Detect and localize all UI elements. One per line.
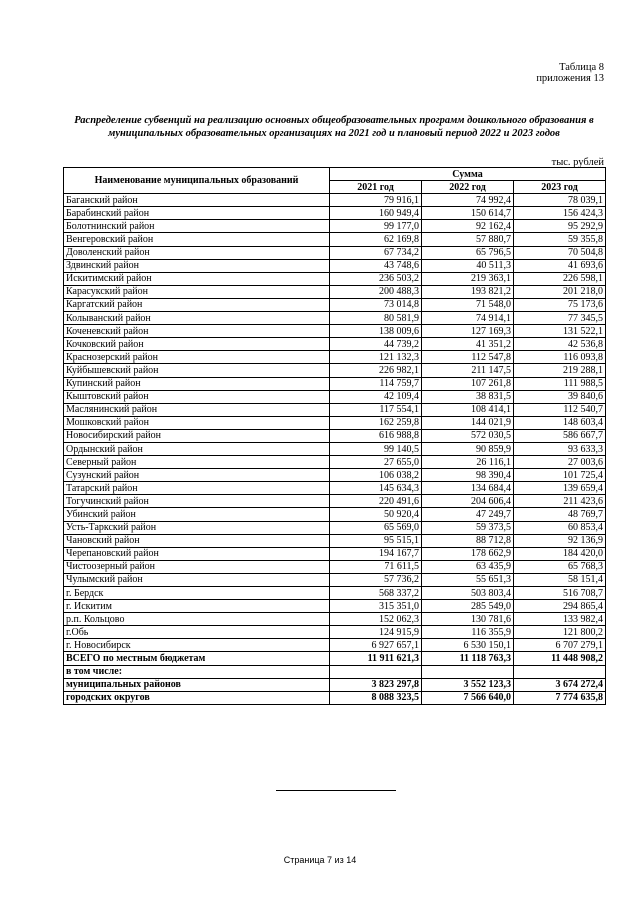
table-row <box>64 573 606 586</box>
value-2023: 93 633,3 <box>514 442 606 455</box>
municipality-name: Сузунский район <box>64 469 330 482</box>
appendix-label: приложения 13 <box>536 73 604 84</box>
total-2022: 11 118 763,3 <box>422 652 514 665</box>
value-2023: 156 424,3 <box>514 207 606 220</box>
value-2021: 73 014,8 <box>330 298 422 311</box>
value-2021: 226 982,1 <box>330 364 422 377</box>
municipality-name: Краснозерский район <box>64 351 330 364</box>
value-2021: 124 915,9 <box>330 626 422 639</box>
page-number: Страница 7 из 14 <box>283 855 357 865</box>
table-row <box>64 207 606 220</box>
municipal-row <box>64 678 606 691</box>
municipality-name: Маслянинский район <box>64 403 330 416</box>
municipality-name: Чулымский район <box>64 573 330 586</box>
table-row <box>64 534 606 547</box>
title-line-1: Распределение субвенций на реализацию основных общеобразовательных программ дошкольного образования в <box>74 115 594 126</box>
municipality-name: Кыштовский район <box>64 390 330 403</box>
value-2023: 131 522,1 <box>514 325 606 338</box>
value-2023: 6 707 279,1 <box>514 639 606 652</box>
value-2021: 6 927 657,1 <box>330 639 422 652</box>
title-line-2: муниципальных образовательных организациях на 2021 год и плановый период 2022 и 2023 годов <box>108 128 560 139</box>
table-row <box>64 482 606 495</box>
table-row <box>64 246 606 259</box>
value-2022: 211 147,5 <box>422 364 514 377</box>
value-2023: 101 725,4 <box>514 469 606 482</box>
table-row <box>64 377 606 390</box>
table-row <box>64 547 606 560</box>
value-2022: 90 859,9 <box>422 442 514 455</box>
value-2021: 121 132,3 <box>330 351 422 364</box>
municipality-name: г. Бердск <box>64 587 330 600</box>
value-2021: 568 337,2 <box>330 587 422 600</box>
value-2023: 116 093,8 <box>514 351 606 364</box>
urban-2021: 8 088 323,5 <box>330 691 422 704</box>
value-2021: 67 734,2 <box>330 246 422 259</box>
value-2023: 148 603,4 <box>514 416 606 429</box>
municipality-name: Барабинский район <box>64 207 330 220</box>
municipality-name: Болотнинский район <box>64 220 330 233</box>
municipality-name: Купинский район <box>64 377 330 390</box>
value-2021: 42 109,4 <box>330 390 422 403</box>
value-2021: 43 748,6 <box>330 259 422 272</box>
value-2021: 160 949,4 <box>330 207 422 220</box>
municipality-name: Карасукский район <box>64 285 330 298</box>
value-2023: 211 423,6 <box>514 495 606 508</box>
municipality-name: р.п. Кольцово <box>64 613 330 626</box>
table-row <box>64 626 606 639</box>
value-2021: 114 759,7 <box>330 377 422 390</box>
column-header-name: Наименование муниципальных образований <box>64 168 330 194</box>
municipality-name: Чановский район <box>64 534 330 547</box>
value-2023: 121 800,2 <box>514 626 606 639</box>
value-2023: 39 840,6 <box>514 390 606 403</box>
value-2022: 55 651,3 <box>422 573 514 586</box>
value-2023: 78 039,1 <box>514 194 606 207</box>
value-2023: 48 769,7 <box>514 508 606 521</box>
value-2023: 27 003,6 <box>514 456 606 469</box>
value-2023: 133 982,4 <box>514 613 606 626</box>
municipality-name: Ордынский район <box>64 442 330 455</box>
column-header-2021: 2021 год <box>330 181 422 194</box>
value-2022: 26 116,1 <box>422 456 514 469</box>
table-reference <box>536 62 604 84</box>
value-2023: 112 540,7 <box>514 403 606 416</box>
subsidy-table <box>63 167 606 705</box>
value-2021: 162 259,8 <box>330 416 422 429</box>
value-2021: 44 739,2 <box>330 338 422 351</box>
value-2021: 99 140,5 <box>330 442 422 455</box>
document-title <box>64 114 604 140</box>
value-2021: 71 611,5 <box>330 560 422 573</box>
table-row <box>64 338 606 351</box>
value-2022: 41 351,2 <box>422 338 514 351</box>
value-2022: 6 530 150,1 <box>422 639 514 652</box>
value-2022: 116 355,9 <box>422 626 514 639</box>
table-row <box>64 312 606 325</box>
municipal-2021: 3 823 297,8 <box>330 678 422 691</box>
value-2022: 63 435,9 <box>422 560 514 573</box>
municipality-name: г.Обь <box>64 626 330 639</box>
value-2021: 138 009,6 <box>330 325 422 338</box>
value-2021: 79 916,1 <box>330 194 422 207</box>
value-2022: 285 549,0 <box>422 600 514 613</box>
municipality-name: Здвинский район <box>64 259 330 272</box>
municipality-name: Убинский район <box>64 508 330 521</box>
value-2023: 59 355,8 <box>514 233 606 246</box>
table-row <box>64 298 606 311</box>
table-row <box>64 495 606 508</box>
municipal-2022: 3 552 123,3 <box>422 678 514 691</box>
units-label: тыс. рублей <box>551 157 604 168</box>
value-2023: 139 659,4 <box>514 482 606 495</box>
table-row <box>64 469 606 482</box>
municipality-name: Татарский район <box>64 482 330 495</box>
value-2022: 503 803,4 <box>422 587 514 600</box>
value-2021: 50 920,4 <box>330 508 422 521</box>
table-row <box>64 233 606 246</box>
value-2022: 98 390,4 <box>422 469 514 482</box>
municipality-name: Мошковский район <box>64 416 330 429</box>
municipality-name: Искитимский район <box>64 272 330 285</box>
value-2021: 57 736,2 <box>330 573 422 586</box>
value-2021: 152 062,3 <box>330 613 422 626</box>
total-row <box>64 652 606 665</box>
value-2023: 219 288,1 <box>514 364 606 377</box>
value-2021: 99 177,0 <box>330 220 422 233</box>
value-2021: 616 988,8 <box>330 429 422 442</box>
urban-row <box>64 691 606 704</box>
value-2021: 80 581,9 <box>330 312 422 325</box>
value-2022: 74 992,4 <box>422 194 514 207</box>
value-2023: 58 151,4 <box>514 573 606 586</box>
including-row <box>64 665 606 678</box>
value-2022: 38 831,5 <box>422 390 514 403</box>
value-2022: 178 662,9 <box>422 547 514 560</box>
municipality-name: Новосибирский район <box>64 429 330 442</box>
value-2023: 75 173,6 <box>514 298 606 311</box>
total-2023: 11 448 908,2 <box>514 652 606 665</box>
municipality-name: Коченевский район <box>64 325 330 338</box>
table-row <box>64 351 606 364</box>
table-row <box>64 442 606 455</box>
value-2023: 226 598,1 <box>514 272 606 285</box>
table-row <box>64 508 606 521</box>
value-2021: 194 167,7 <box>330 547 422 560</box>
value-2021: 117 554,1 <box>330 403 422 416</box>
value-2022: 92 162,4 <box>422 220 514 233</box>
table-row <box>64 285 606 298</box>
value-2023: 201 218,0 <box>514 285 606 298</box>
value-2022: 193 821,2 <box>422 285 514 298</box>
value-2022: 57 880,7 <box>422 233 514 246</box>
value-2022: 71 548,0 <box>422 298 514 311</box>
table-row <box>64 194 606 207</box>
value-2023: 516 708,7 <box>514 587 606 600</box>
urban-2023: 7 774 635,8 <box>514 691 606 704</box>
table-row <box>64 560 606 573</box>
municipality-name: Чистоозерный район <box>64 560 330 573</box>
municipality-name: Черепановский район <box>64 547 330 560</box>
value-2023: 95 292,9 <box>514 220 606 233</box>
value-2022: 59 373,5 <box>422 521 514 534</box>
column-header-2022: 2022 год <box>422 181 514 194</box>
value-2023: 77 345,5 <box>514 312 606 325</box>
value-2022: 108 414,1 <box>422 403 514 416</box>
value-2021: 200 488,3 <box>330 285 422 298</box>
value-2021: 236 503,2 <box>330 272 422 285</box>
footer-divider <box>276 790 396 791</box>
table-row <box>64 272 606 285</box>
municipality-name: Каргатский район <box>64 298 330 311</box>
table-row <box>64 521 606 534</box>
value-2022: 219 363,1 <box>422 272 514 285</box>
table-row <box>64 639 606 652</box>
table-row <box>64 259 606 272</box>
municipality-name: Тогучинский район <box>64 495 330 508</box>
value-2023: 60 853,4 <box>514 521 606 534</box>
municipal-2023: 3 674 272,4 <box>514 678 606 691</box>
value-2023: 184 420,0 <box>514 547 606 560</box>
value-2023: 294 865,4 <box>514 600 606 613</box>
value-2022: 88 712,8 <box>422 534 514 547</box>
table-label: Таблица 8 <box>559 62 604 73</box>
total-name: ВСЕГО по местным бюджетам <box>64 652 330 665</box>
municipal-name: муниципальных районов <box>64 678 330 691</box>
municipality-name: Усть-Таркский район <box>64 521 330 534</box>
column-header-sum: Сумма <box>330 168 606 181</box>
urban-2022: 7 566 640,0 <box>422 691 514 704</box>
table-row <box>64 390 606 403</box>
municipality-name: Куйбышевский район <box>64 364 330 377</box>
value-2023: 41 693,6 <box>514 259 606 272</box>
municipality-name: Кочковский район <box>64 338 330 351</box>
value-2023: 42 536,8 <box>514 338 606 351</box>
value-2021: 62 169,8 <box>330 233 422 246</box>
value-2022: 112 547,8 <box>422 351 514 364</box>
table-row <box>64 403 606 416</box>
value-2022: 65 796,5 <box>422 246 514 259</box>
table-row <box>64 456 606 469</box>
value-2023: 92 136,9 <box>514 534 606 547</box>
value-2021: 315 351,0 <box>330 600 422 613</box>
value-2023: 65 768,3 <box>514 560 606 573</box>
municipality-name: г. Искитим <box>64 600 330 613</box>
value-2023: 111 988,5 <box>514 377 606 390</box>
value-2021: 106 038,2 <box>330 469 422 482</box>
value-2023: 586 667,7 <box>514 429 606 442</box>
value-2022: 47 249,7 <box>422 508 514 521</box>
value-2023: 70 504,8 <box>514 246 606 259</box>
municipality-name: Венгеровский район <box>64 233 330 246</box>
table-body <box>64 194 606 705</box>
municipality-name: Доволенский район <box>64 246 330 259</box>
including-label: в том числе: <box>64 665 330 678</box>
table-row <box>64 364 606 377</box>
table-row <box>64 416 606 429</box>
municipality-name: Северный район <box>64 456 330 469</box>
value-2022: 150 614,7 <box>422 207 514 220</box>
value-2022: 572 030,5 <box>422 429 514 442</box>
value-2022: 204 606,4 <box>422 495 514 508</box>
value-2021: 27 655,0 <box>330 456 422 469</box>
value-2022: 144 021,9 <box>422 416 514 429</box>
value-2021: 145 634,3 <box>330 482 422 495</box>
column-header-2023: 2023 год <box>514 181 606 194</box>
table-row <box>64 220 606 233</box>
urban-name: городских округов <box>64 691 330 704</box>
value-2021: 65 569,0 <box>330 521 422 534</box>
table-row <box>64 325 606 338</box>
table-row <box>64 600 606 613</box>
total-2021: 11 911 621,3 <box>330 652 422 665</box>
municipality-name: Баганский район <box>64 194 330 207</box>
value-2021: 95 515,1 <box>330 534 422 547</box>
municipality-name: г. Новосибирск <box>64 639 330 652</box>
value-2022: 134 684,4 <box>422 482 514 495</box>
value-2022: 40 511,3 <box>422 259 514 272</box>
table-row <box>64 587 606 600</box>
value-2021: 220 491,6 <box>330 495 422 508</box>
value-2022: 107 261,8 <box>422 377 514 390</box>
table-row <box>64 613 606 626</box>
value-2022: 127 169,3 <box>422 325 514 338</box>
municipality-name: Колыванский район <box>64 312 330 325</box>
value-2022: 130 781,6 <box>422 613 514 626</box>
value-2022: 74 914,1 <box>422 312 514 325</box>
table-row <box>64 429 606 442</box>
